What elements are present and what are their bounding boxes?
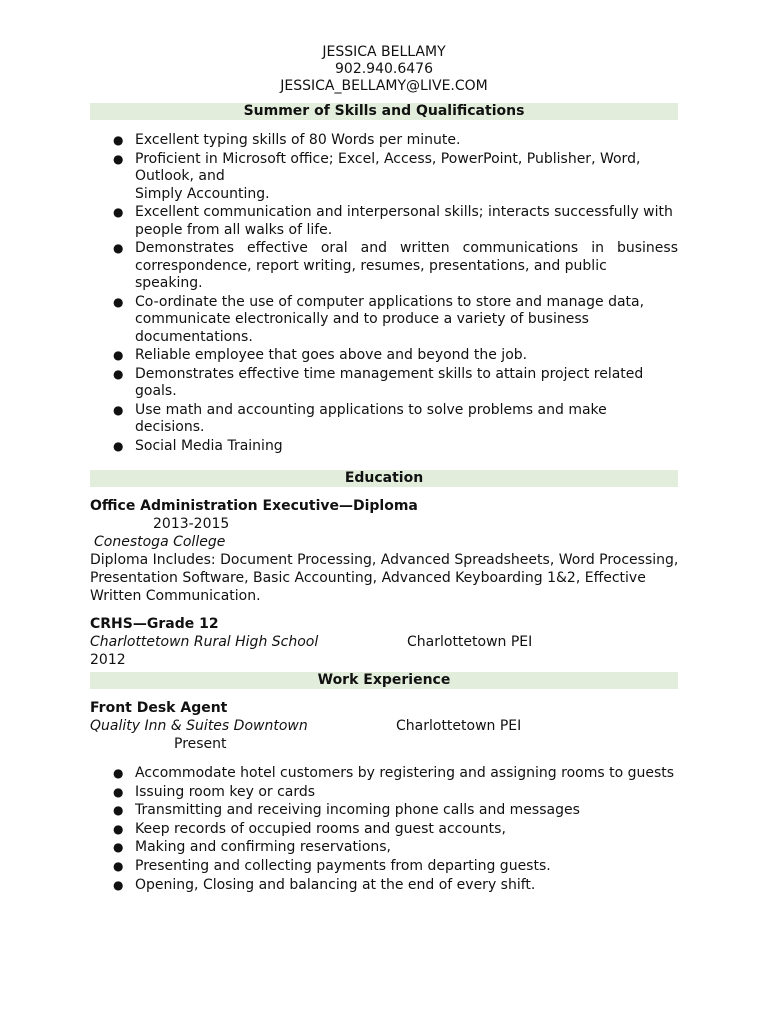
list-item: ● Opening, Closing and balancing at the end of every shift. (113, 876, 536, 893)
diploma-years: 2013-2015 (153, 516, 230, 532)
highschool-location: Charlottetown PEI (407, 634, 533, 650)
list-item: ● Co-ordinate the use of computer applications to store and manage data, communicate electronically and to produce a variety of business documentations. (113, 293, 645, 345)
email-address: JESSICA_BELLAMY@LIVE.COM (280, 78, 488, 94)
bullet-icon: ● (113, 438, 124, 453)
diploma-title: Office Administration Executive—Diploma (90, 498, 418, 514)
list-item: ● Demonstrates effective time management skills to attain project related goals. (113, 365, 644, 399)
highschool-title: CRHS—Grade 12 (90, 616, 219, 632)
bullet-icon: ● (113, 294, 124, 309)
list-item: ● Presenting and collecting payments from departing guests. (113, 857, 551, 874)
work-heading: Work Experience (90, 672, 678, 689)
resume-page (90, 44, 678, 894)
list-item: ● Reliable employee that goes above and beyond the job. (113, 347, 528, 363)
list-item: ● Making and confirming reservations, (113, 839, 392, 856)
list-item: ● Transmitting and receiving incoming phone calls and messages (113, 802, 580, 819)
education-heading: Education (90, 470, 678, 487)
skills-list (90, 132, 678, 455)
list-item: ● Demonstrates effective oral and written communications in business correspondence, report writing, resumes, presentations, and public speaking. (113, 240, 678, 291)
bullet-icon: ● (113, 402, 124, 417)
list-item: ● Excellent communication and interpersonal skills; interacts successfully with people from all walks of life. (113, 204, 673, 238)
highschool-year: 2012 (90, 652, 126, 668)
list-item: ● Keep records of occupied rooms and guest accounts, (113, 820, 506, 837)
diploma-description-line: Presentation Software, Basic Accounting, Advanced Keyboarding 1&2, Effective (90, 570, 646, 586)
job-employer: Quality Inn & Suites Downtown (90, 718, 308, 734)
diploma-description-line: Diploma Includes: Document Processing, Advanced Spreadsheets, Word Processing, (90, 552, 679, 568)
bullet-icon: ● (113, 840, 124, 855)
education-diploma (90, 497, 678, 605)
highschool-name: Charlottetown Rural High School (90, 634, 319, 650)
job-entry (90, 699, 678, 894)
list-item: ● Excellent typing skills of 80 Words per minute. (113, 132, 461, 148)
diploma-school: Conestoga College (94, 534, 226, 550)
bullet-icon: ● (113, 151, 124, 166)
diploma-description-line: Written Communication. (90, 588, 261, 604)
bullet-icon: ● (113, 348, 124, 362)
bullet-icon: ● (113, 133, 124, 147)
list-item: ● Social Media Training (113, 437, 283, 454)
bullet-icon: ● (113, 241, 124, 255)
bullet-icon: ● (113, 821, 124, 836)
bullet-icon: ● (113, 877, 124, 892)
list-item: ● Issuing room key or cards (113, 783, 316, 800)
bullet-icon: ● (113, 766, 124, 780)
bullet-icon: ● (113, 205, 124, 219)
job-location: Charlottetown PEI (396, 718, 522, 734)
candidate-name: JESSICA BELLAMY (322, 44, 446, 60)
bullet-icon: ● (113, 366, 124, 381)
list-item: ● Proficient in Microsoft office; Excel, Access, PowerPoint, Publisher, Word, Outlook, and Simply Accounting. (113, 150, 641, 202)
phone-number: 902.940.6476 (335, 61, 433, 77)
skills-heading: Summer of Skills and Qualifications (90, 103, 678, 120)
contact-header (90, 44, 678, 95)
bullet-icon: ● (113, 803, 124, 818)
list-item: ● Accommodate hotel customers by registering and assigning rooms to guests (113, 765, 675, 781)
job-duties-list (90, 764, 678, 894)
bullet-icon: ● (113, 784, 124, 799)
job-dates: Present (174, 736, 227, 752)
education-highschool (90, 615, 678, 669)
job-title: Front Desk Agent (90, 700, 228, 716)
bullet-icon: ● (113, 858, 124, 873)
list-item: ● Use math and accounting applications to solve problems and make decisions. (113, 401, 607, 435)
